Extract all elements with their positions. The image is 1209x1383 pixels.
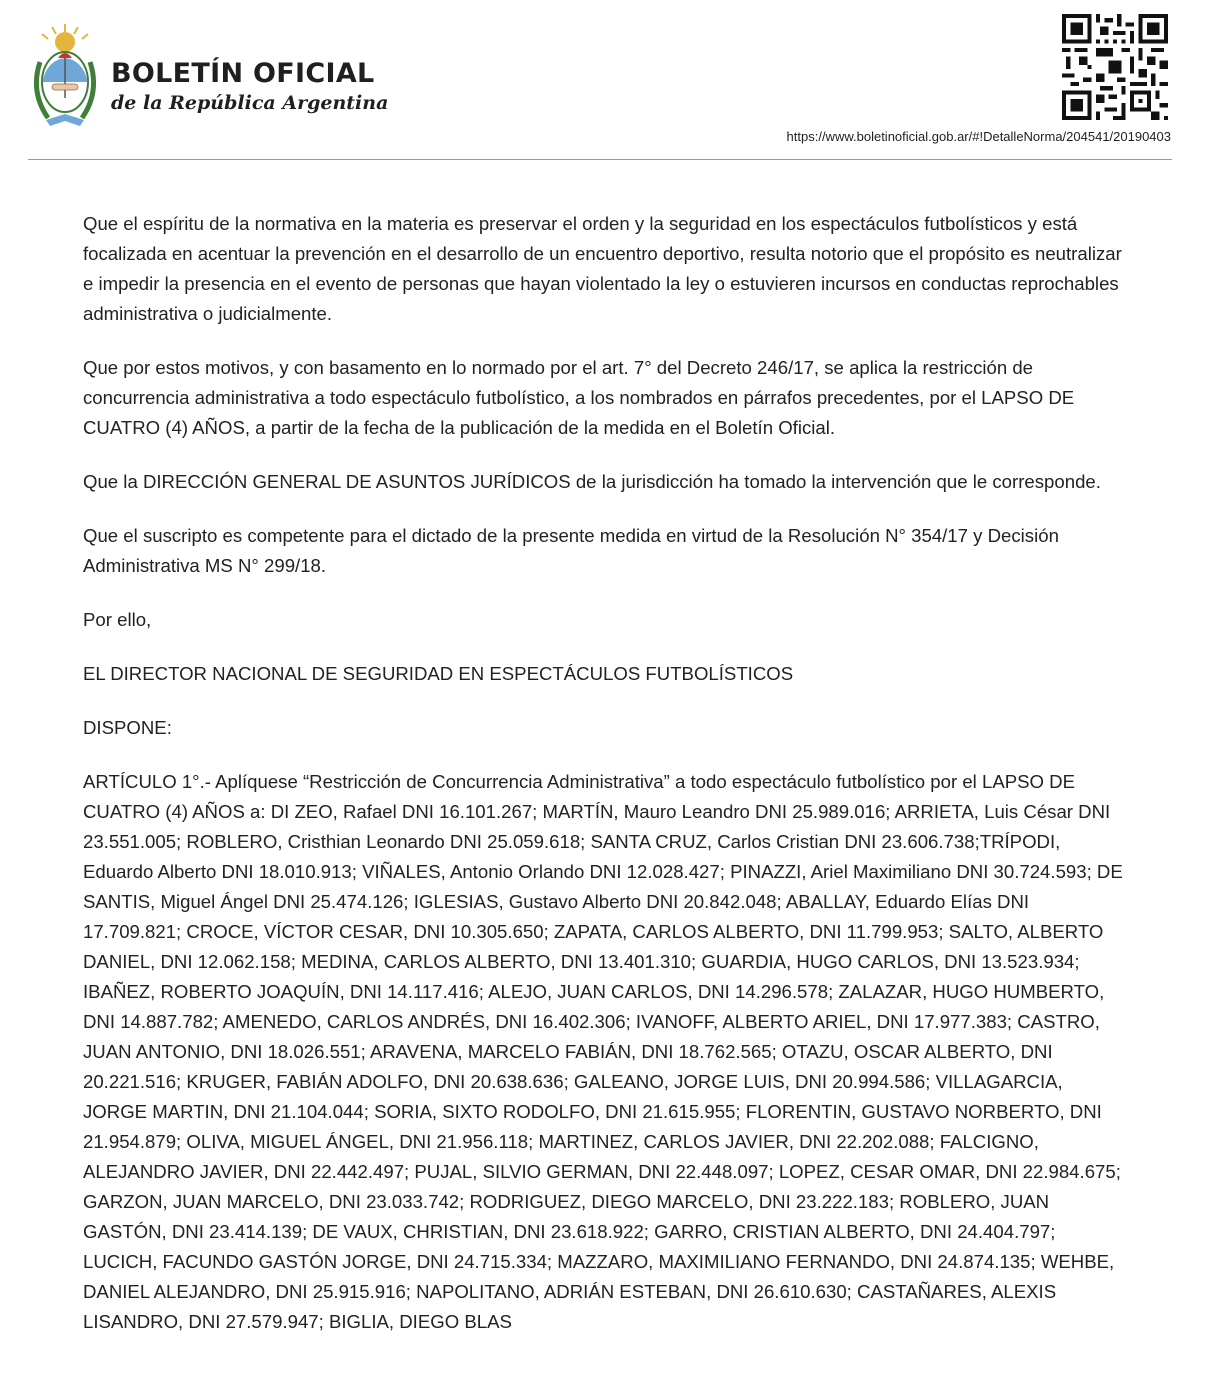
document-body <box>83 209 1123 1361</box>
paragraph-considerando-2: Que por estos motivos, y con basamento en lo normado por el art. 7° del Decreto 246/17, se aplica la restricción de concurrencia administrativa a todo espectáculo futbolístico, a los nombrados en párrafos precedentes, por el LAPSO DE CUATRO (4) AÑOS, a partir de la fecha de la publicación de la medida en el Boletín Oficial. <box>83 357 1075 438</box>
paragraph-por-ello: Por ello, <box>83 609 152 630</box>
paragraph-considerando-4: Que el suscripto es competente para el dictado de la presente medida en virtud de la Resolución N° 354/17 y Decisión Administrativa MS N° 299/18. <box>83 525 1059 576</box>
document-url[interactable]: https://www.boletinoficial.gob.ar/#!DetalleNorma/204541/20190403 <box>786 129 1171 144</box>
coat-of-arms-icon <box>28 22 102 132</box>
paragraph-articulo-1: ARTÍCULO 1°.- Aplíquese “Restricción de Concurrencia Administrativa” a todo espectáculo futbolístico por el LAPSO DE CUATRO (4) AÑOS a: DI ZEO, Rafael DNI 16.101.267; MARTÍN, Mauro Leandro DNI 25.989.016; ARRIETA, Luis César DNI 23.551.005; ROBLERO, Cristhian Leonardo DNI 25.059.618; SANTA CRUZ, Carlos Cristian DNI 23.606.738;TRÍPODI, Eduardo Alberto DNI 18.010.913; VIÑALES, Antonio Orlando DNI 12.028.427; PINAZZI, Ariel Maximiliano DNI 30.724.593; DE SANTIS, Miguel Ángel DNI 25.474.126; IGLESIAS, Gustavo Alberto DNI 20.842.048; ABALLAY, Eduardo Elías DNI 17.709.821; CROCE, VÍCTOR CESAR, DNI 10.305.650; ZAPATA, CARLOS ALBERTO, DNI 11.799.953; SALTO, ALBERTO DANIEL, DNI 12.062.158; MEDINA, CARLOS ALBERTO, DNI 13.401.310; GUARDIA, HUGO CARLOS, DNI 13.523.934; IBAÑEZ, ROBERTO JOAQUÍN, DNI 14.117.416; ALEJO, JUAN CARLOS, DNI 14.296.578; ZALAZAR, HUGO HUMBERTO, DNI 14.887.782; AMENEDO, CARLOS ANDRÉS, DNI 16.402.306; IVANOFF, ALBERTO ARIEL, DNI 17.977.383; CASTRO, JUAN ANTONIO, DNI 18.026.551; ARAVENA, MARCELO FABIÁN, DNI 18.762.565; OTAZU, OSCAR ALBERTO, DNI 20.221.516; KRUGER, FABIÁN ADOLFO, DNI 20.638.636; GALEANO, JORGE LUIS, DNI 20.994.586; VILLAGARCIA, JORGE MARTIN, DNI 21.104.044; SORIA, SIXTO RODOLFO, DNI 21.615.955; FLORENTIN, GUSTAVO NORBERTO, DNI 21.954.879; OLIVA, MIGUEL ÁNGEL, DNI 21.956.118; MARTINEZ, CARLOS JAVIER, DNI 22.202.088; FALCIGNO, ALEJANDRO JAVIER, DNI 22.442.497; PUJAL, SILVIO GERMAN, DNI 22.448.097; LOPEZ, CESAR OMAR, DNI 22.984.675; GARZON, JUAN MARCELO, DNI 23.033.742; RODRIGUEZ, DIEGO MARCELO, DNI 23.222.183; ROBLERO, JUAN GASTÓN, DNI 23.414.139; DE VAUX, CHRISTIAN, DNI 23.618.922; GARRO, CRISTIAN ALBERTO, DNI 24.404.797; LUCICH, FACUNDO GASTÓN JORGE, DNI 24.715.334; MAZZARO, MAXIMILIANO FERNANDO, DNI 24.874.135; WEHBE, DANIEL ALEJANDRO, DNI 25.915.916; NAPOLITANO, ADRIÁN ESTEBAN, DNI 26.610.630; CASTAÑARES, ALEXIS LISANDRO, DNI 27.579.947; BIGLIA, DIEGO BLAS <box>83 771 1123 1332</box>
page-header <box>0 0 1209 165</box>
paragraph-considerando-3: Que la DIRECCIÓN GENERAL DE ASUNTOS JURÍDICOS de la jurisdicción ha tomado la intervención que le corresponde. <box>83 471 1101 492</box>
publication-subtitle: de la República Argentina <box>111 92 389 114</box>
paragraph-authority: EL DIRECTOR NACIONAL DE SEGURIDAD EN ESPECTÁCULOS FUTBOLÍSTICOS <box>83 663 794 684</box>
paragraph-considerando-1: Que el espíritu de la normativa en la materia es preservar el orden y la seguridad en los espectáculos futbolísticos y está focalizada en acentuar la prevención en el desarrollo de un encuentro deportivo, resulta notorio que el propósito es neutralizar e impedir la presencia en el evento de personas que hayan violentado la ley o estuvieren incursos en conductas reprochables administrativa o judicialmente. <box>83 213 1122 324</box>
paragraph-dispone: DISPONE: <box>83 717 172 738</box>
header-divider <box>28 159 1172 160</box>
qr-code-icon <box>1062 14 1168 120</box>
publication-title: BOLETÍN OFICIAL <box>111 58 375 89</box>
